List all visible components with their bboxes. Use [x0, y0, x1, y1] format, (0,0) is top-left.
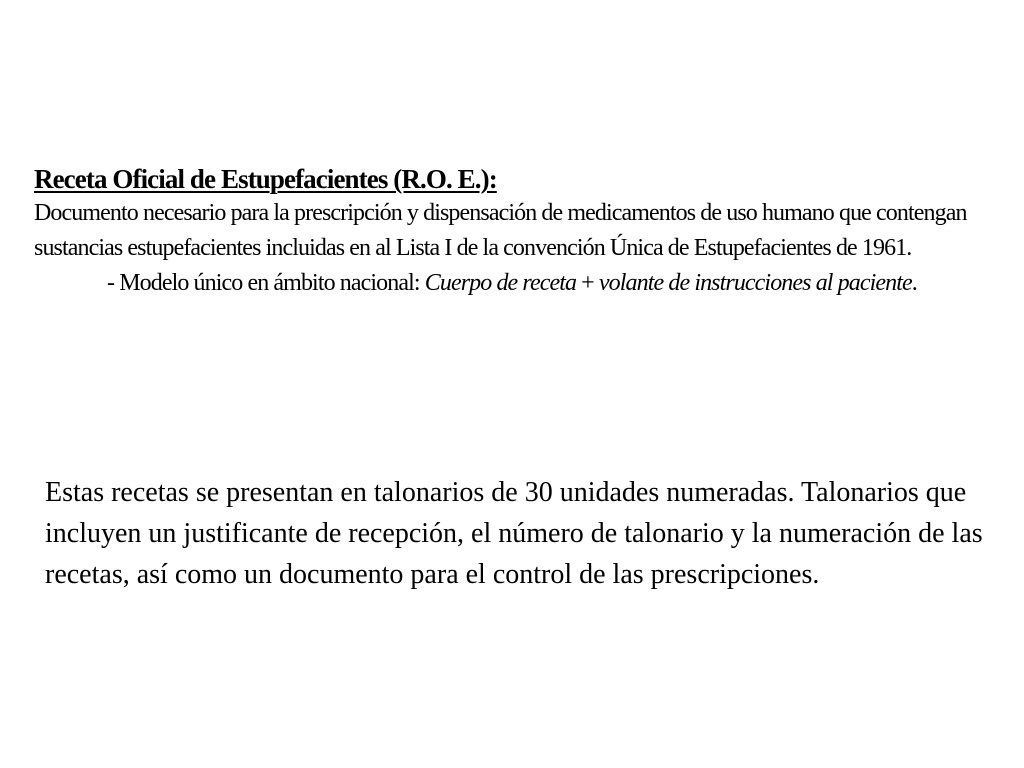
model-part-patient-instructions: volante de instrucciones al paciente	[598, 270, 912, 296]
section-title: Receta Oficial de Estupefacientes (R.O. E.):	[34, 164, 497, 194]
model-part-prescription-body: Cuerpo de receta	[424, 270, 577, 296]
talonarios-paragraph: Estas recetas se presentan en talonarios de 30 unidades numeradas. Talonarios que incluyen un justificante de recepción, el número de talonario y la numeración de las recetas, así como un documento para el control de las prescripciones.	[45, 477, 983, 590]
definition-text: Documento necesario para la prescripción y dispensación de medicamentos de uso humano que contengan sustancias estupefacientes incluidas en al Lista I de la convención Única de Estupefacientes de 1961.	[34, 200, 967, 261]
roe-definition-block	[34, 162, 1009, 301]
model-suffix: .	[911, 270, 917, 296]
model-prefix: - Modelo único en ámbito nacional:	[107, 270, 425, 296]
model-description	[34, 266, 1009, 301]
model-plus-sign: +	[576, 270, 599, 296]
